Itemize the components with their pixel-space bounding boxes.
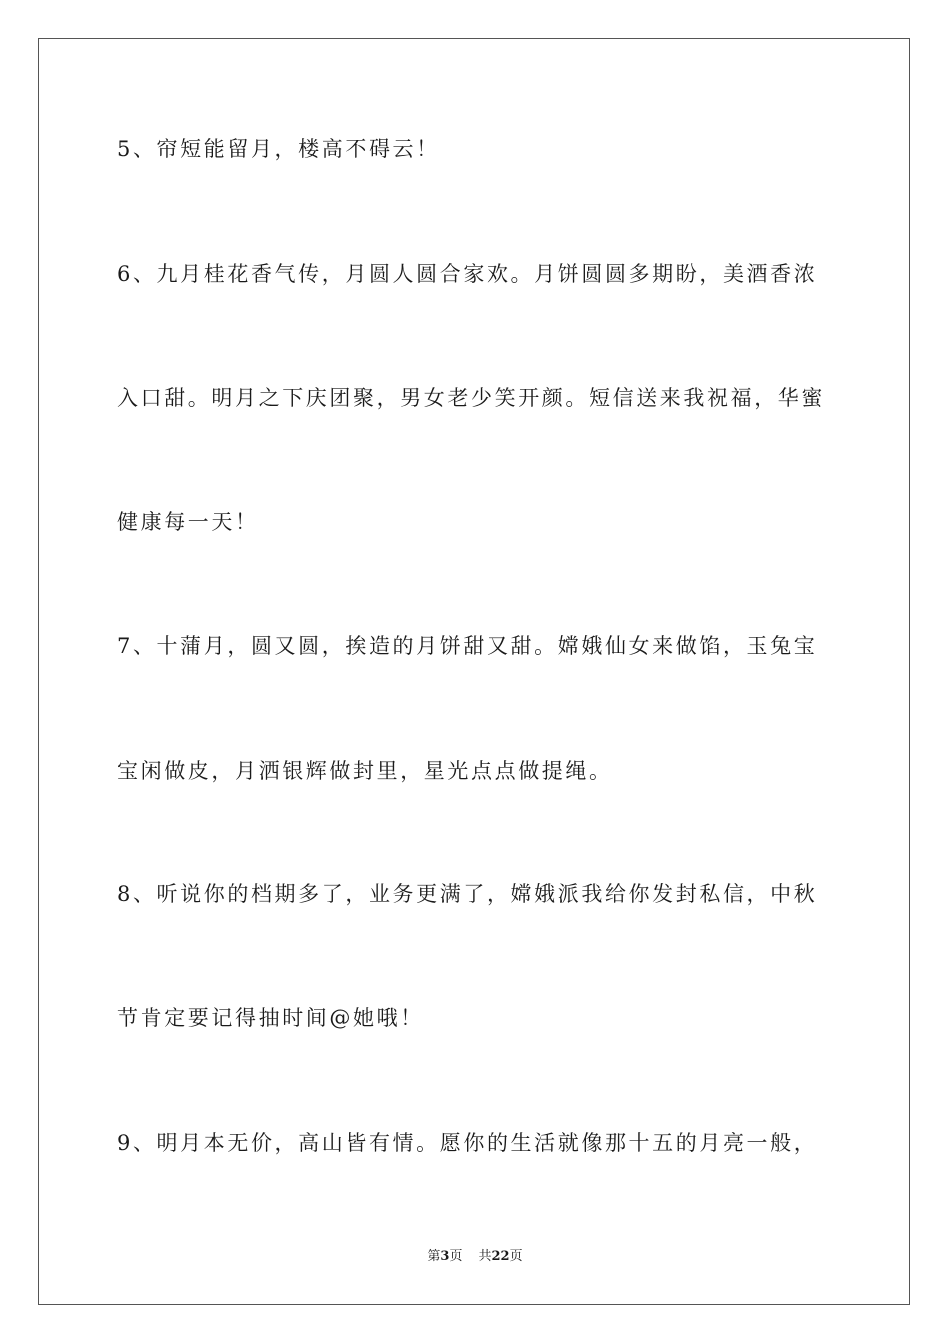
current-page-number: 3 bbox=[440, 1249, 450, 1264]
total-label-suffix: 页 bbox=[509, 1249, 523, 1264]
total-label-prefix: 共 bbox=[478, 1249, 492, 1264]
total-page-count: 22 bbox=[491, 1249, 510, 1264]
text-line-item-9-part1: 9、明月本无价，高山皆有情。愿你的生活就像那十五的月亮一般， bbox=[117, 1131, 818, 1155]
text-line-item-5: 5、帘短能留月，楼高不碍云！ bbox=[117, 137, 440, 161]
text-line-item-7-part2: 宝闲做皮，月洒银辉做封里，星光点点做提绳。 bbox=[117, 759, 613, 783]
text-line-item-8-part1: 8、听说你的档期多了，业务更满了，嫦娥派我给你发封私信，中秋 bbox=[117, 882, 818, 906]
text-line-item-7-part1: 7、十蒲月，圆又圆，挨造的月饼甜又甜。嫦娥仙女来做馅，玉兔宝 bbox=[117, 634, 818, 658]
text-line-item-6-part3: 健康每一天！ bbox=[117, 510, 259, 534]
page-label-prefix: 第 bbox=[427, 1249, 441, 1264]
page-border bbox=[38, 38, 910, 1305]
page-label-suffix: 页 bbox=[449, 1249, 463, 1264]
page-footer bbox=[0, 1248, 950, 1266]
text-line-item-6-part1: 6、九月桂花香气传，月圆人圆合家欢。月饼圆圆多期盼，美酒香浓 bbox=[117, 262, 818, 286]
text-line-item-6-part2: 入口甜。明月之下庆团聚，男女老少笑开颜。短信送来我祝福，华蜜 bbox=[117, 386, 825, 410]
text-line-item-8-part2: 节肯定要记得抽时间@她哦！ bbox=[117, 1006, 424, 1030]
